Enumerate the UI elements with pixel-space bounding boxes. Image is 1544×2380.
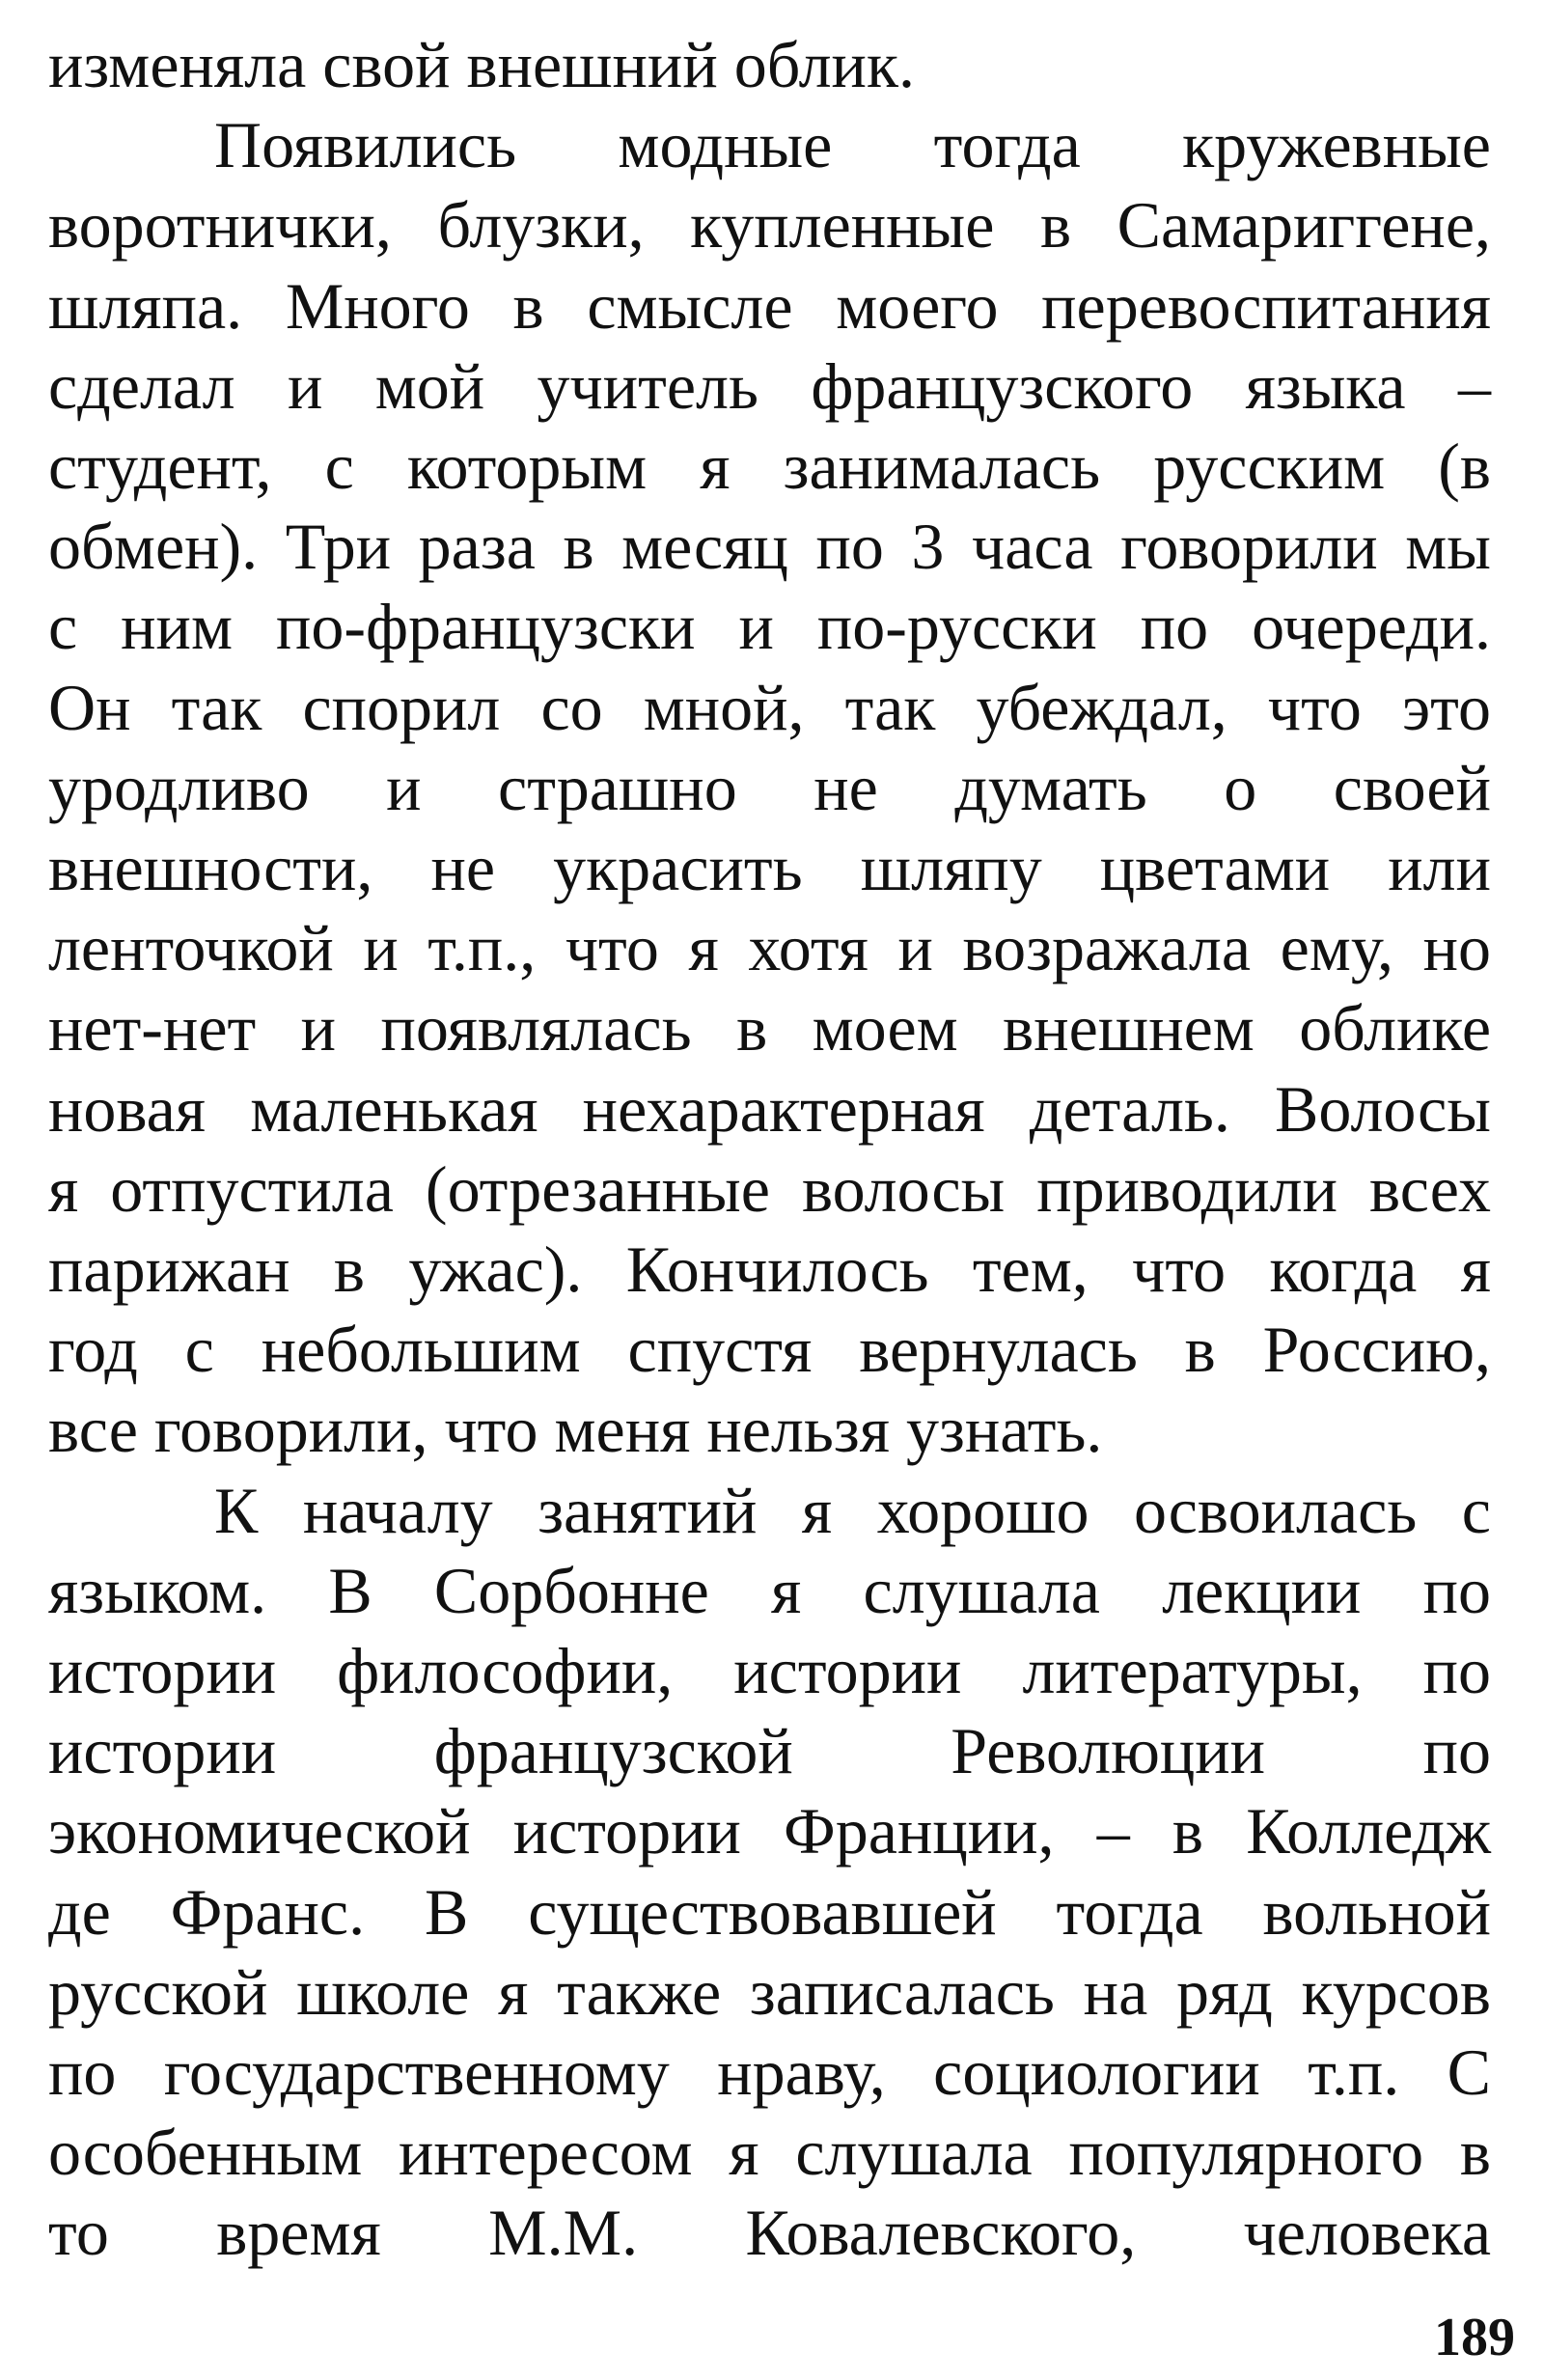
text-line: все говорили, что меня нельзя узнать. [48,1393,1103,1467]
text-line: ленточкой и т.п., что я хотя и возражала ему, но [48,911,1491,985]
text-line: новая маленькая нехарактерная деталь. Волосы [48,1071,1491,1146]
text-line: особенным интересом я слушала популярного в [48,2116,1491,2190]
text-line: воротнички, блузки, купленные в Самариггене, [48,188,1491,263]
text-line: Он так спорил со мной, так убеждал, что это [48,670,1491,744]
text-line: экономической истории Франции, – в Колледж [48,1794,1491,1868]
text-line: де Франс. В существовавшей тогда вольной [48,1874,1491,1949]
page-body [48,24,1491,2340]
text-line: Появились модные тогда кружевные [214,108,1491,182]
text-line: по государственному нраву, социологии т.п. С [48,2035,1491,2109]
text-line: обмен). Три раза в месяц по 3 часа говорили мы [48,510,1491,584]
text-line: я отпустила (отрезанные волосы приводили всех [48,1151,1491,1226]
text-line: сделал и мой учитель французского языка – [48,348,1491,423]
text-line: истории французской Революции по [48,1714,1491,1788]
text-line: год с небольшим спустя вернулась в Россию, [48,1313,1491,1387]
text-line: парижан в ужас). Кончилось тем, что когда я [48,1232,1491,1306]
text-line: изменяла свой внешний облик. [48,28,915,101]
text-line: то время М.М. Ковалевского, человека [48,2196,1491,2270]
text-line: К началу занятий я хорошо освоилась с [214,1473,1491,1547]
text-line: нет-нет и появлялась в моем внешнем облике [48,991,1491,1065]
text-line: студент, с которым я занималась русским (в [48,429,1491,503]
text-line: уродливо и страшно не думать о своей [48,750,1491,824]
text-line: внешности, не украсить шляпу цветами или [48,831,1491,904]
text-line: языком. В Сорбонне я слушала лекции по [48,1553,1491,1627]
page-number: 189 [1434,2308,1515,2367]
text-line: истории философии, истории литературы, по [48,1634,1491,1707]
text-line: шляпа. Много в смысле моего перевоспитания [48,268,1491,343]
text-line: русской школе я также записалась на ряд курсов [48,1954,1491,2029]
text-line: с ним по-французски и по-русски по очереди. [48,590,1491,664]
